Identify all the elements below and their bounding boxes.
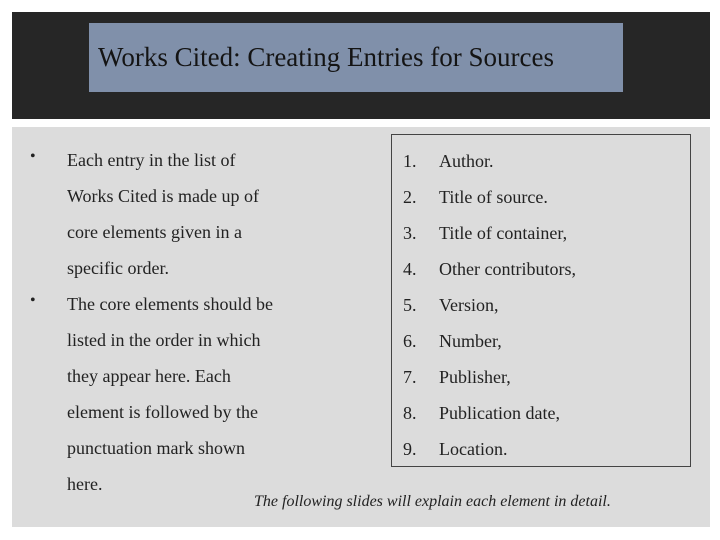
bullet-text-line: listed in the order in which	[67, 330, 261, 350]
bullet-text-line: punctuation mark shown	[67, 438, 245, 458]
footnote: The following slides will explain each element in detail.	[254, 493, 611, 510]
bullet-item	[22, 142, 362, 286]
slide-title: Works Cited: Creating Entries for Sources	[98, 42, 554, 72]
item-text: Publication date,	[439, 403, 560, 423]
item-number: 7.	[403, 367, 417, 387]
item-number: 1.	[403, 151, 417, 171]
bullet-text-line: element is followed by the	[67, 402, 258, 422]
list-item	[403, 251, 576, 287]
list-item	[403, 359, 576, 395]
item-text: Location.	[439, 439, 508, 459]
list-item	[403, 143, 576, 179]
item-number: 4.	[403, 259, 417, 279]
bullet-item	[22, 286, 362, 502]
bullet-text-line: core elements given in a	[67, 222, 242, 242]
bullet-text-line: specific order.	[67, 258, 169, 278]
bullet-dot: •	[30, 292, 36, 309]
item-text: Author.	[439, 151, 494, 171]
title-box	[89, 23, 623, 92]
bullet-text-line: here.	[67, 474, 103, 494]
item-number: 3.	[403, 223, 417, 243]
list-item	[403, 287, 576, 323]
list-item	[403, 215, 576, 251]
item-number: 8.	[403, 403, 417, 423]
bullet-list	[22, 142, 362, 502]
core-elements-list	[403, 143, 576, 467]
item-number: 2.	[403, 187, 417, 207]
item-text: Title of container,	[439, 223, 568, 243]
list-item	[403, 431, 576, 467]
bullet-text-line: Works Cited is made up of	[67, 186, 260, 206]
item-number: 9.	[403, 439, 417, 459]
item-text: Other contributors,	[439, 259, 576, 279]
item-text: Version,	[439, 295, 499, 315]
bullet-text-line: The core elements should be	[67, 294, 273, 314]
item-number: 6.	[403, 331, 417, 351]
item-text: Number,	[439, 331, 502, 351]
item-text: Title of source.	[439, 187, 548, 207]
list-item	[403, 395, 576, 431]
bullet-text-line: Each entry in the list of	[67, 150, 236, 170]
bullet-text-line: they appear here. Each	[67, 366, 231, 386]
list-item	[403, 179, 576, 215]
item-text: Publisher,	[439, 367, 511, 387]
item-number: 5.	[403, 295, 417, 315]
list-item	[403, 323, 576, 359]
bullet-dot: •	[30, 148, 36, 165]
